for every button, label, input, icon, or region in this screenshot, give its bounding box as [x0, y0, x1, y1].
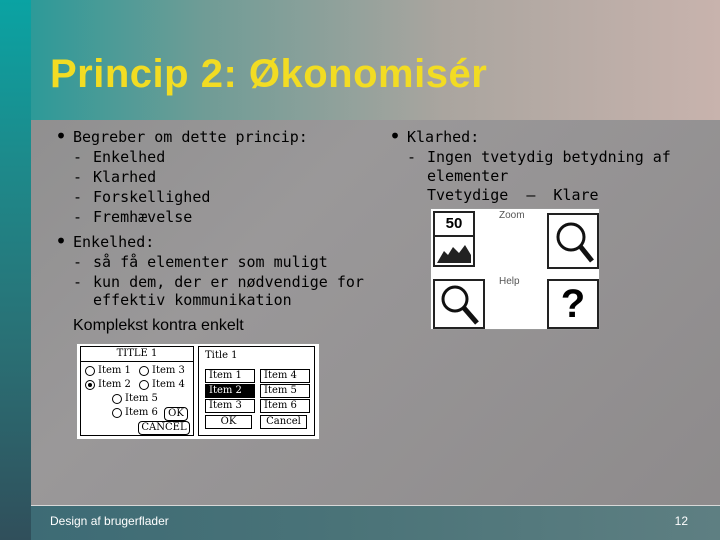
footer-title: Design af brugerflader [50, 514, 169, 528]
bullet-klarhed-text: Klarhed: [407, 128, 480, 146]
help-label: Help [499, 276, 520, 287]
list-item: - kun dem, der er nødvendige for [73, 272, 364, 292]
slide-title: Princip 2: Økonomisér [50, 52, 488, 96]
list-ok-button[interactable]: OK [205, 415, 252, 429]
bullet-begreber-text: Begreber om dette princip: [73, 128, 308, 146]
question-mark-icon: ? [547, 279, 599, 329]
list-window-title: Title 1 [205, 350, 238, 361]
radio-window [80, 346, 194, 436]
list-item: - Ingen tvetydig betydning af [407, 147, 671, 167]
bullet-begreber [55, 124, 308, 148]
complex-vs-simple-figure [76, 343, 320, 440]
bullet-dot-icon: • [55, 229, 68, 253]
radio-item-6[interactable]: Item 6 [112, 407, 158, 418]
klarhed-list [407, 147, 671, 167]
bullet-dot-icon: • [389, 124, 402, 148]
bullet-enkelhed [55, 229, 155, 253]
klarhed-continuation: elementer [427, 167, 509, 185]
number-mountain-icon: 50 [433, 211, 475, 267]
bullet-dot-icon: • [55, 124, 68, 148]
radio-item-4[interactable]: Item 4 [139, 379, 185, 390]
list-item: - Fremhævelse [73, 207, 210, 227]
left-accent-bar [0, 0, 31, 540]
help-magnifier-icon [433, 279, 485, 329]
tvetydige-klare-label: Tvetydige – Klare [427, 186, 599, 204]
begreber-list [73, 147, 210, 227]
list-item-2[interactable]: Item 2 [205, 384, 255, 398]
enkelhed-list [73, 252, 364, 292]
zoom-label: Zoom [499, 210, 525, 221]
radio-item-3[interactable]: Item 3 [139, 365, 185, 376]
radio-item-1[interactable]: Item 1 [85, 365, 131, 376]
list-item-4[interactable]: Item 4 [260, 369, 310, 383]
list-window [198, 346, 315, 436]
magnifier-icon [547, 213, 599, 269]
list-item: - så få elementer som muligt [73, 252, 364, 272]
radio-window-title: TITLE 1 [81, 347, 193, 362]
radio-item-5[interactable]: Item 5 [112, 393, 158, 404]
page-number: 12 [674, 514, 688, 528]
list-item: - Enkelhed [73, 147, 210, 167]
list-item-5[interactable]: Item 5 [260, 384, 310, 398]
list-item-3[interactable]: Item 3 [205, 399, 255, 413]
subheading-komplekst: Komplekst kontra enkelt [73, 317, 244, 334]
ok-button[interactable]: OK [164, 407, 188, 421]
bullet-enkelhed-text: Enkelhed: [73, 233, 155, 251]
icon-clarity-figure [430, 208, 600, 330]
list-item: - Forskellighed [73, 187, 210, 207]
list-item: - Klarhed [73, 167, 210, 187]
list-item-1[interactable]: Item 1 [205, 369, 255, 383]
list-item-6[interactable]: Item 6 [260, 399, 310, 413]
list-cancel-button[interactable]: Cancel [260, 415, 307, 429]
radio-item-2[interactable]: Item 2 [85, 379, 131, 390]
bullet-klarhed [389, 124, 480, 148]
cancel-button[interactable]: CANCEL [138, 421, 190, 435]
enkelhed-continuation: effektiv kommunikation [93, 291, 292, 309]
